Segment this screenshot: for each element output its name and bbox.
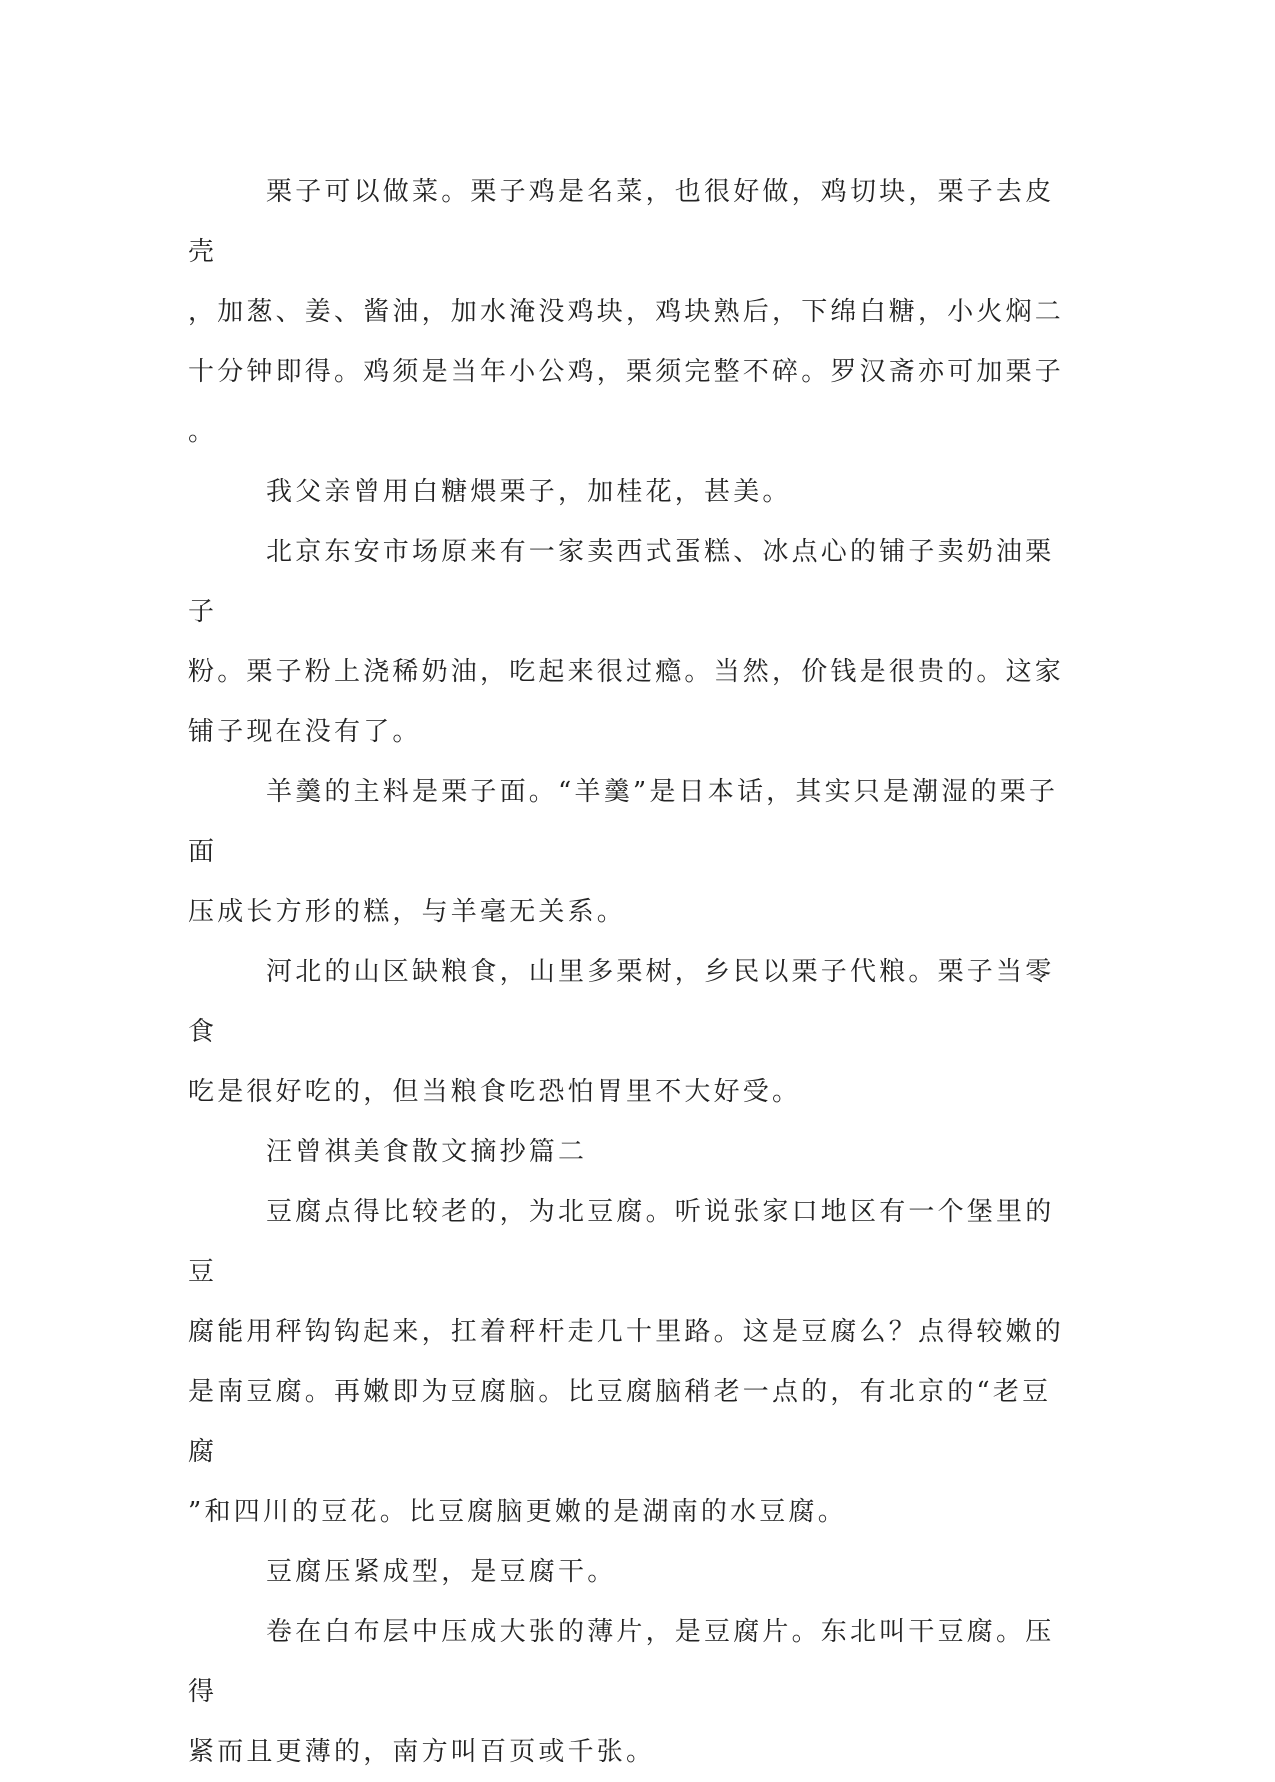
- paragraph-tofu-sheets: 卷在白布层中压成大张的薄片，是豆腐片。东北叫干豆腐。压得 紧而且更薄的，南方叫百页或千张。: [188, 1617, 1055, 1767]
- paragraph-hebei-mountains: 河北的山区缺粮食，山里多栗树，乡民以栗子代粮。栗子当零食 吃是很好吃的，但当粮食吃恐怕胃里不大好受。: [188, 957, 1055, 1107]
- document-body: [188, 162, 1068, 1782]
- section-heading: 汪曾祺美食散文摘抄篇二: [266, 1137, 588, 1167]
- paragraph-dried-tofu: 豆腐压紧成型，是豆腐干。: [266, 1557, 617, 1587]
- paragraph-yokan: 羊羹的主料是栗子面。“羊羹”是日本话，其实只是潮湿的栗子面 压成长方形的糕，与羊毫无关系。: [188, 777, 1059, 927]
- paragraph-chestnut-chicken: 栗子可以做菜。栗子鸡是名菜，也很好做，鸡切块，栗子去皮壳 ，加葱、姜、酱油，加水淹没鸡块，鸡块熟后，下绵白糖，小火焖二 十分钟即得。鸡须是当年小公鸡，栗须完整不碎。罗汉斋亦可加栗子 。: [188, 177, 1065, 447]
- paragraph-tofu-types: 豆腐点得比较老的，为北豆腐。听说张家口地区有一个堡里的豆 腐能用秤钩钩起来，扛着秤杆走几十里路。这是豆腐么？点得较嫩的 是南豆腐。再嫩即为豆腐脑。比豆腐脑稍老一点的，有北京的“老豆腐 ”和四川的豆花。比豆腐脑更嫩的是湖南的水豆腐。: [188, 1197, 1065, 1527]
- paragraph-chestnut-powder: 北京东安市场原来有一家卖西式蛋糕、冰点心的铺子卖奶油栗子 粉。栗子粉上浇稀奶油，吃起来很过瘾。当然，价钱是很贵的。这家 铺子现在没有了。: [188, 537, 1065, 747]
- paragraph-sugar-chestnut: 我父亲曾用白糖煨栗子，加桂花，甚美。: [266, 477, 792, 507]
